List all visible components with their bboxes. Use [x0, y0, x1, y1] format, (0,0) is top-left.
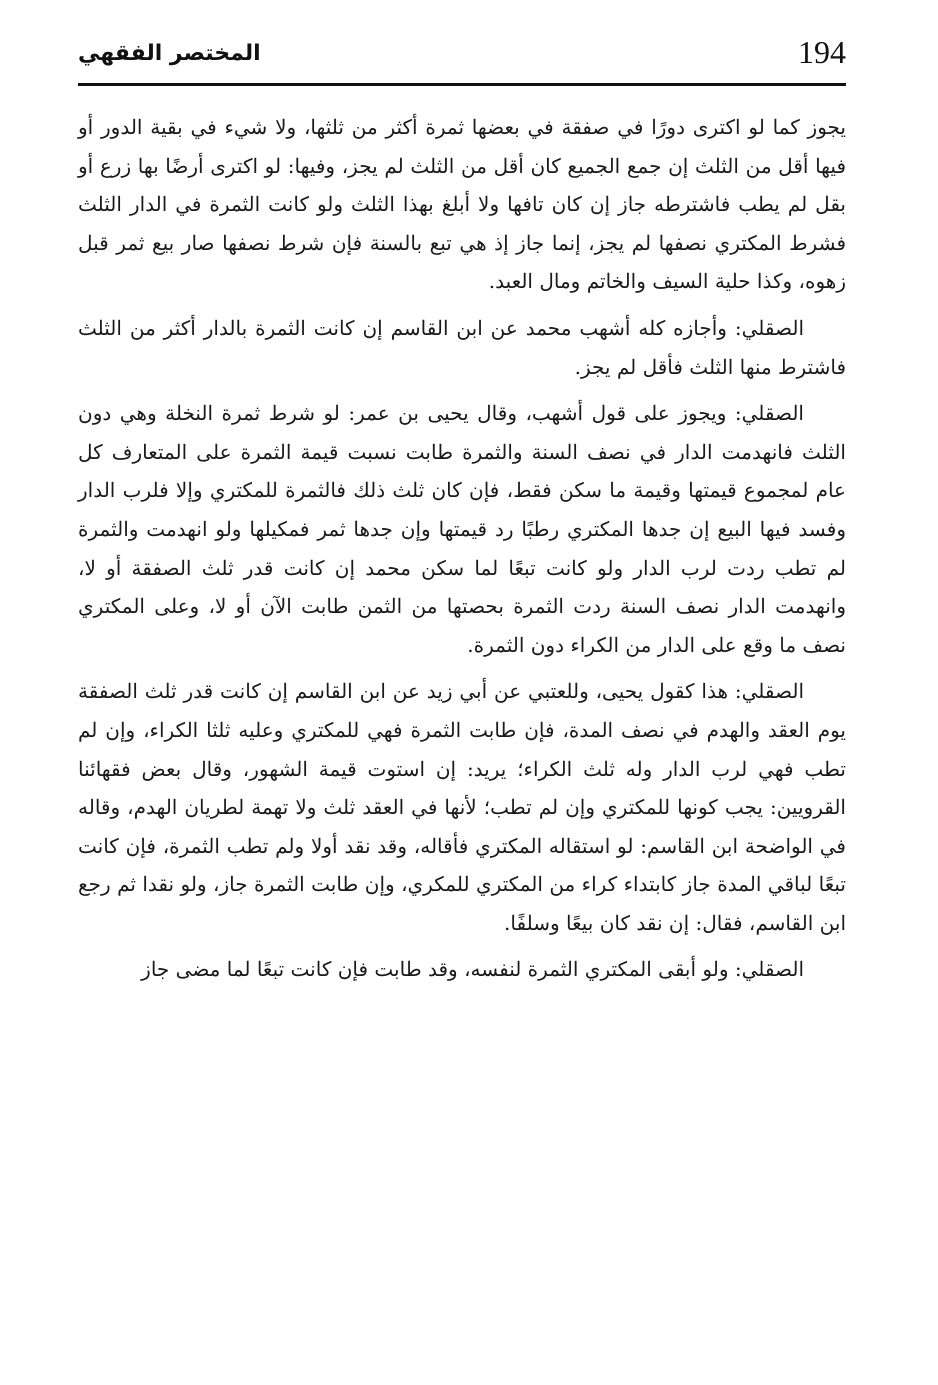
paragraph: يجوز كما لو اكترى دورًا في صفقة في بعضها ثمرة أكثر من ثلثها، ولا شيء في بقية الدور أو فيها أقل من الثلث إن جمع الجميع كان أقل من الثلث لم يجز، وفيها: لو اكترى أرضًا بها زرع أو بقل لم يطب فاشترطه جاز إن كان تافها ولا أبلغ بهذا الثلث ولو كانت الثمرة في الدار الثلث فشرط المكتري نصفها لم يجز، إنما جاز إذ هي تبع بالسنة فإن شرط نصفها صار بيع ثمر قبل زهوه، وكذا حلية السيف والخاتم ومال العبد.: [78, 115, 846, 294]
page-header: [78, 28, 846, 86]
page-number: 194: [798, 34, 846, 70]
paragraph: الصقلي: ولو أبقى المكتري الثمرة لنفسه، وقد طابت فإن كانت تبعًا لما مضى جاز: [141, 957, 804, 982]
running-title: المختصر الفقهي: [78, 41, 261, 66]
paragraph: الصقلي: ويجوز على قول أشهب، وقال يحيى بن عمر: لو شرط ثمرة النخلة وهي دون الثلث فانهدمت الدار في نصف السنة والثمرة طابت نسبت قيمة الثمرة على المتعارف كل عام لمجموع قيمتها وقيمة ما سكن فقط، فإن كان ثلث ذلك فالثمرة للمكتري وإلا فلرب الدار وفسد فيها البيع إن جدها المكتري رطبًا رد قيمتها وإن جدها ثمر فمكيلها ولو انهدمت والثمرة لم تطب ردت لرب الدار ولو كانت تبعًا لما سكن محمد إن كانت قدر ثلث الصفقة أو لا، وانهدمت الدار نصف السنة ردت الثمرة بحصتها من الثمن طابت الآن أو لا، وعلى المكتري نصف ما وقع على الدار من الكراء دون الثمرة.: [78, 401, 846, 657]
header-rule: [78, 83, 846, 86]
paragraph: الصقلي: هذا كقول يحيى، وللعتبي عن أبي زيد عن ابن القاسم إن كانت قدر ثلث الصفقة يوم العقد والهدم في نصف المدة، فإن طابت الثمرة فهي للمكتري وعليه ثلثا الكراء، وإن لم تطب فهي لرب الدار وله ثلث الكراء؛ يريد: إن استوت قيمة الشهور، وقال بعض فقهائنا القرويين: يجب كونها للمكتري وإن لم تطب؛ لأنها في العقد ثلث ولا تهمة لطريان الهدم، وقاله في الواضحة ابن القاسم: لو استقاله المكتري فأقاله، وقد نقد أولا ولم تطب الثمرة، فإن كانت تبعًا لباقي المدة جاز كابتداء كراء من المكتري للمكري، وإن طابت الثمرة جاز، ولو نقدا ثم رجع ابن القاسم، فقال: إن نقد كان بيعًا وسلفًا.: [78, 679, 846, 935]
body-text: [78, 108, 846, 997]
paragraph: الصقلي: وأجازه كله أشهب محمد عن ابن القاسم إن كانت الثمرة بالدار أكثر من الثلث فاشترط منها الثلث فأقل لم يجز.: [78, 315, 846, 379]
